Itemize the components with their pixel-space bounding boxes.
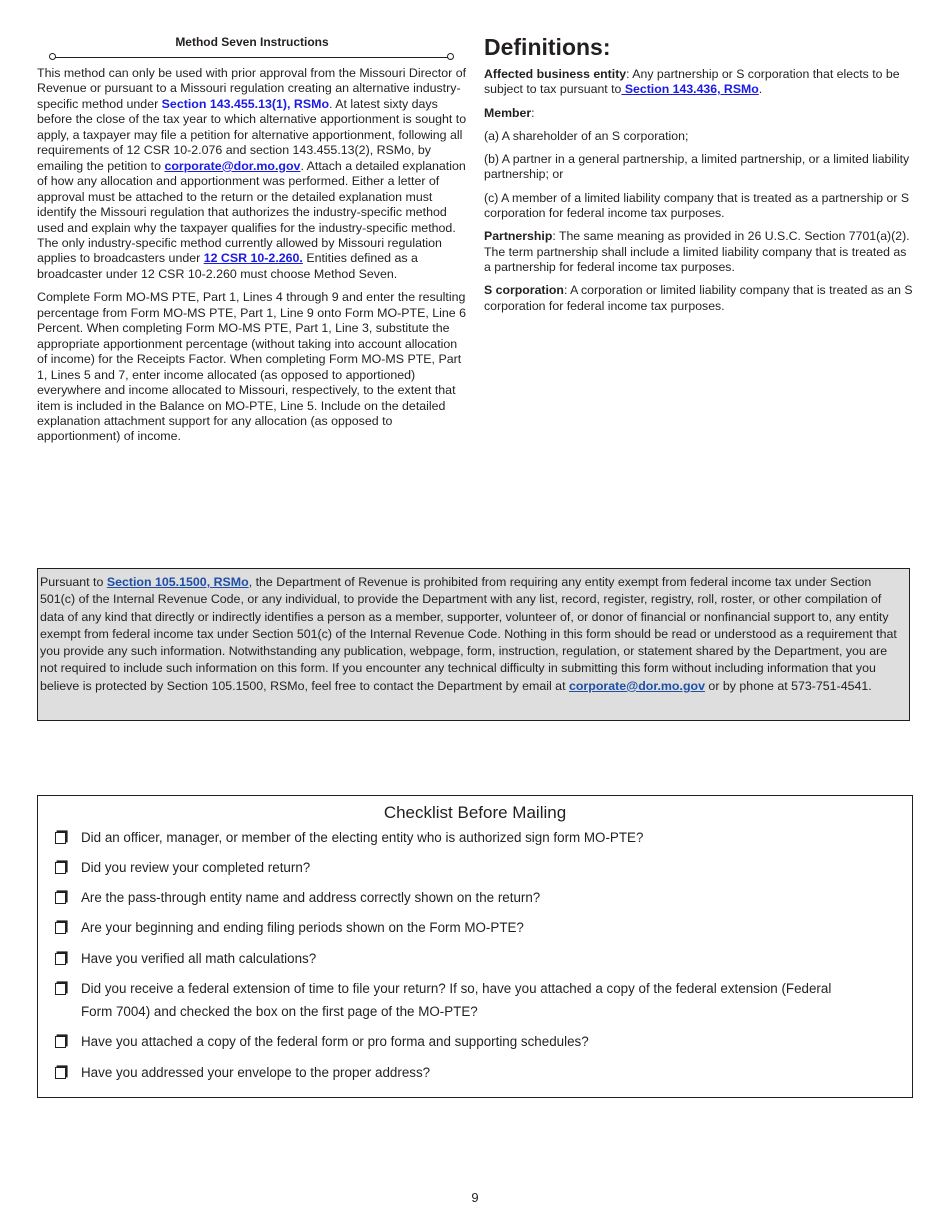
12-csr-10-2-260-link[interactable]: 12 CSR 10-2.260. <box>203 251 303 266</box>
section-105-1500-link[interactable]: Section 105.1500, RSMo <box>106 575 249 589</box>
checkbox-icon[interactable] <box>55 1067 66 1079</box>
definition-partnership: Partnership: The same meaning as provided in 26 U.S.C. Section 7701(a)(2). The term partnership shall include a limited liability company that is treated as a partnership for federal income tax purposes. <box>484 229 910 274</box>
definition-affected-entity: Affected business entity: Any partnership or S corporation that elects to be subject to tax pursuant to Section 143.436, RSMo. <box>484 67 900 97</box>
method-seven-paragraph-2: Complete Form MO-MS PTE, Part 1, Lines 4 through 9 and enter the resulting percentage from Form MO-MS PTE, Part 1, Line 9 onto Form MO-PTE, Line 6 Percent. When completing Form MO-MS PTE, Part 1, Line 3, substitute the appropriate apportionment percentage (without taking into account allocation of income) for the Receipts Factor. When completing Form MO-MS PTE, Part 1, Lines 5 and 7, enter income allocated (as opposed to apportioned) everywhere and income allocated to Missouri, respectively, to the extent that item is included in the Balance on MO-PTE, Line 5. Include on the detailed explanation attachment support for any allocation (as opposed to apportionment) of income. <box>37 290 466 444</box>
method-seven-section <box>37 35 467 453</box>
email-link[interactable]: corporate@dor.mo.gov <box>164 158 301 173</box>
member-item-b: (b) A partner in a general partnership, a limited partnership, or a limited liability partnership; or <box>484 152 910 182</box>
checkbox-icon[interactable] <box>55 983 66 995</box>
page-number: 9 <box>471 1190 479 1205</box>
definitions-section <box>484 33 916 322</box>
member-item-a: (a) A shareholder of an S corporation; <box>484 128 689 143</box>
heading-rule <box>49 53 454 63</box>
checkbox-icon[interactable] <box>55 832 66 844</box>
definitions-title: Definitions: <box>484 34 611 60</box>
checklist-title: Checklist Before Mailing <box>383 803 567 822</box>
checklist-before-mailing: Checklist Before Mailing Did an officer, manager, or member of the electing entity who is authorized sign form MO-PTE? Did you review your completed return? Are the pass-through entity name and address correctly shown on the return? Are your beginning and ending filing periods shown on the Form MO-PTE? Have you verified all math calculations? Did you receive a federal extension of time to file your return? If so, have you attached a copy of the federal extension (Federal Form 7004) and checked the box on the first page of the MO-PTE? Have you attached a copy of the federal form or pro forma and supporting schedules? Have you addressed your envelope to the proper address? <box>37 795 913 1098</box>
notice-email-link[interactable]: corporate@dor.mo.gov <box>568 678 705 693</box>
checkbox-icon[interactable] <box>55 1036 66 1048</box>
method-seven-heading: Method Seven Instructions <box>175 35 329 49</box>
checkbox-icon[interactable] <box>55 922 66 934</box>
checkbox-icon[interactable] <box>55 892 66 904</box>
definition-member: Member: <box>484 105 535 120</box>
checkbox-icon[interactable] <box>55 953 66 965</box>
section-143-436-link[interactable]: Section 143.436, RSMo <box>621 82 759 97</box>
definition-s-corporation: S corporation: A corporation or limited liability company that is treated as an S corporation for federal income tax purposes. <box>484 283 913 313</box>
method-seven-paragraph-1: This method can only be used with prior approval from the Missouri Director of Revenue or pursuant to a Missouri regulation creating an alternative industry-specific method under Section 143.455.13(1), RSMo. At latest sixty days before the close of the tax year to which alternative apportionment is sought to apply, a taxpayer may file a petition for alternative apportionment, following all requirements of 12 CSR 10-2.076 and section 143.455.13(2), RSMo, by emailing the petition to corporate@dor.mo.gov. Attach a detailed explanation of how any allocation and apportionment was performed. Either a letter of approval must be attached to the return or the detailed explanation must identify the Missouri regulation that authorizes the industry-specific method used and explain why the taxpayer qualifies for the industry-specific method. The only industry-specific method currently allowed by Missouri regulation applies to broadcasters under 12 CSR 10-2.260. Entities defined as a broadcaster under 12 CSR 10-2.260 must choose Method Seven. <box>37 66 467 281</box>
section-143-455-13-link[interactable]: Section 143.455.13(1), RSMo <box>161 96 330 111</box>
member-item-c: (c) A member of a limited liability company that is treated as a partnership or S corporation for federal income tax purposes. <box>484 190 910 221</box>
checkbox-icon[interactable] <box>55 862 66 874</box>
section-105-1500-notice: Pursuant to Section 105.1500, RSMo, the Department of Revenue is prohibited from requiring any entity exempt from federal income tax under Section 501(c) of the Internal Revenue Code, or any individual, to provide the Department with any list, record, register, registry, roll, roster, or other compilation of data of any kind that directly or indirectly identifies a person as a member, supporter, volunteer of, or donor of financial or nonfinancial support to, any entity exempt from federal income tax under Section 501(c) of the Internal Revenue Code. Nothing in this form should be read or understood as a requirement that you provide any such information. Notwithstanding any publication, webpage, form, instruction, regulation, or statement shared by the Department, you are not required to include such information on this form. If you encounter any technical difficulty in submitting this form without including information that you believe is protected by Section 105.1500, RSMo, feel free to contact the Department by email at corporate@dor.mo.gov or by phone at 573-751-4541. <box>37 568 910 721</box>
